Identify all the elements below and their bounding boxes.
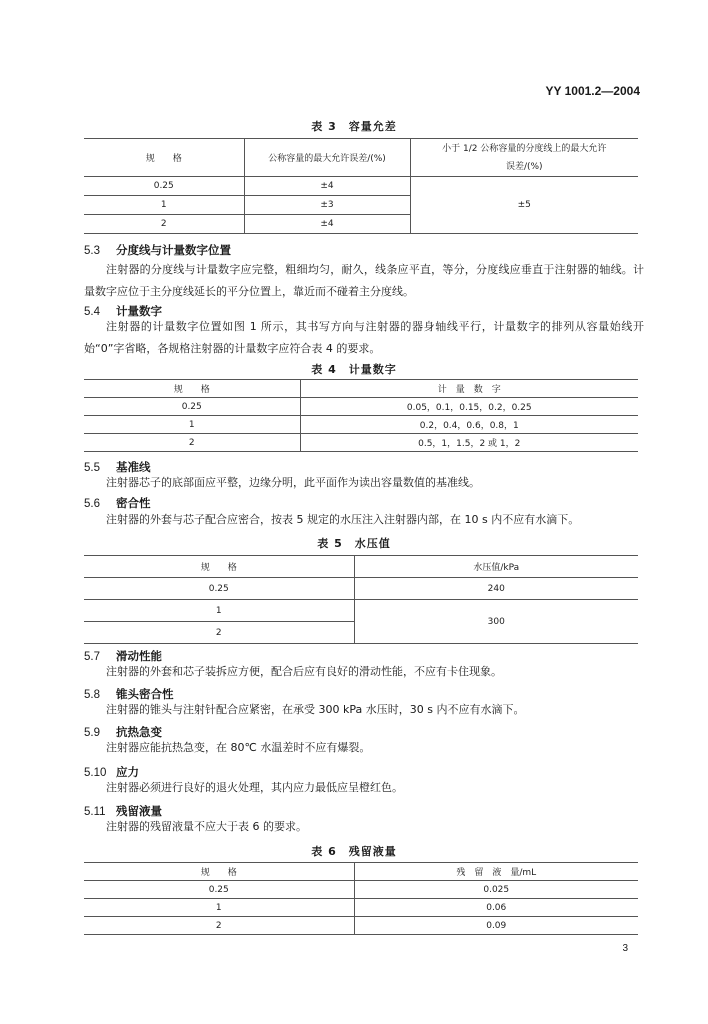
table6-caption: 表 6 残留液量 [311, 845, 397, 858]
table3-header-max-err: 公称容量的最大允许误差/(%) [244, 139, 410, 177]
table-row [84, 917, 638, 935]
table-row [84, 899, 638, 917]
section-number: 5.7 [84, 651, 100, 663]
table6 [84, 862, 638, 935]
table3 [84, 138, 638, 234]
section-5-6-text: 注射器的外套与芯子配合应密合，按表 5 规定的水压注入注射器内部，在 10 s 内不应有水滴下。 [106, 513, 580, 526]
section-5-4-text: 注射器的计量数字位置如图 1 所示，其书写方向与注射器的器身轴线平行，计量数字的排列从容量始线开始“0”字省略，各规格注射器的计量数字应符合表 4 的要求。 [84, 320, 644, 355]
table3-header-half-err: 小于 1/2 公称容量的分度线上的最大允许误差/(%) [410, 139, 638, 177]
section-5-3-text: 注射器的分度线与计量数字应完整，粗细均匀，耐久，线条应平直，等分，分度线应垂直于注射器的轴线。计量数字应位于主分度线延长的平分位置上，靠近而不碰着主分度线。 [84, 263, 644, 298]
section-5-10-text: 注射器必须进行良好的退火处理，其内应力最低应呈橙红色。 [106, 781, 403, 794]
table6-spec: 0.25 [84, 881, 354, 899]
table6-value: 0.025 [354, 881, 638, 899]
section-number: 5.6 [84, 498, 100, 510]
table-row [84, 177, 638, 196]
table5-spec: 2 [84, 622, 354, 644]
section-title: 应力 [116, 765, 139, 779]
table4-header-value: 计 量 数 字 [300, 380, 638, 398]
section-title: 抗热急变 [116, 725, 162, 739]
section-title: 残留液量 [116, 804, 162, 818]
section-5-9-text: 注射器应能抗热急变，在 80℃ 水温差时不应有爆裂。 [106, 741, 371, 754]
section-number: 5.10 [84, 767, 107, 779]
table-row [84, 398, 638, 416]
table-row [84, 881, 638, 899]
table-row [84, 416, 638, 434]
page-number: 3 [622, 943, 628, 954]
table6-header-row [84, 863, 638, 881]
table4-spec: 1 [84, 416, 300, 434]
section-number: 5.11 [84, 806, 106, 818]
table-row [84, 434, 638, 452]
table6-spec: 2 [84, 917, 354, 935]
section-title: 锥头密合性 [116, 687, 174, 701]
table5 [84, 555, 638, 644]
section-5-7-text: 注射器的外套和芯子装拆应方便，配合后应有良好的滑动性能，不应有卡住现象。 [106, 665, 502, 678]
table4-header-row [84, 380, 638, 398]
table5-spec: 1 [84, 600, 354, 622]
table6-header-spec: 规 格 [84, 863, 354, 881]
table5-caption: 表 5 水压值 [317, 537, 391, 550]
table3-max-err: ±4 [244, 215, 410, 234]
table3-spec: 0.25 [84, 177, 244, 196]
table6-value: 0.09 [354, 917, 638, 935]
table3-header-spec: 规 格 [84, 139, 244, 177]
table-row [84, 578, 638, 600]
table5-header-value: 水压值/kPa [354, 556, 638, 578]
table4-header-spec: 规 格 [84, 380, 300, 398]
section-5-5-text: 注射器芯子的底部面应平整，边缘分明，此平面作为读出容量数值的基准线。 [106, 476, 480, 489]
table4-spec: 0.25 [84, 398, 300, 416]
table-row [84, 600, 638, 622]
table6-header-value: 残 留 液 量/mL [354, 863, 638, 881]
table3-max-err: ±3 [244, 196, 410, 215]
section-number: 5.4 [84, 306, 100, 318]
section-5-3-heading [84, 242, 231, 258]
table4-value: 0.05，0.1，0.15，0.2，0.25 [300, 398, 638, 416]
table4-value: 0.2，0.4，0.6，0.8，1 [300, 416, 638, 434]
table5-header-row [84, 556, 638, 578]
section-title: 分度线与计量数字位置 [116, 243, 231, 257]
table5-value: 240 [354, 578, 638, 600]
section-number: 5.8 [84, 689, 100, 701]
section-title: 滑动性能 [116, 649, 162, 663]
table3-spec: 1 [84, 196, 244, 215]
section-title: 基准线 [116, 460, 151, 474]
table5-merged-value: 300 [354, 600, 638, 644]
table5-spec: 0.25 [84, 578, 354, 600]
document-id: YY 1001.2—2004 [545, 84, 640, 98]
table3-max-err: ±4 [244, 177, 410, 196]
section-title: 计量数字 [116, 304, 162, 318]
table6-value: 0.06 [354, 899, 638, 917]
table3-merged-value: ±5 [410, 177, 638, 234]
table4-value: 0.5，1，1.5，2 或 1，2 [300, 434, 638, 452]
table3-header-row [84, 139, 638, 177]
section-5-11-text: 注射器的残留液量不应大于表 6 的要求。 [106, 820, 307, 833]
table3-spec: 2 [84, 215, 244, 234]
section-5-8-text: 注射器的锥头与注射针配合应紧密，在承受 300 kPa 水压时，30 s 内不应有水滴下。 [106, 703, 525, 716]
table4-caption: 表 4 计量数字 [311, 363, 397, 376]
table4 [84, 379, 638, 452]
table6-spec: 1 [84, 899, 354, 917]
table4-spec: 2 [84, 434, 300, 452]
section-number: 5.9 [84, 727, 100, 739]
section-number: 5.3 [84, 245, 100, 257]
section-title: 密合性 [116, 496, 151, 510]
table3-caption: 表 3 容量允差 [311, 120, 397, 133]
table5-header-spec: 规 格 [84, 556, 354, 578]
section-number: 5.5 [84, 462, 100, 474]
